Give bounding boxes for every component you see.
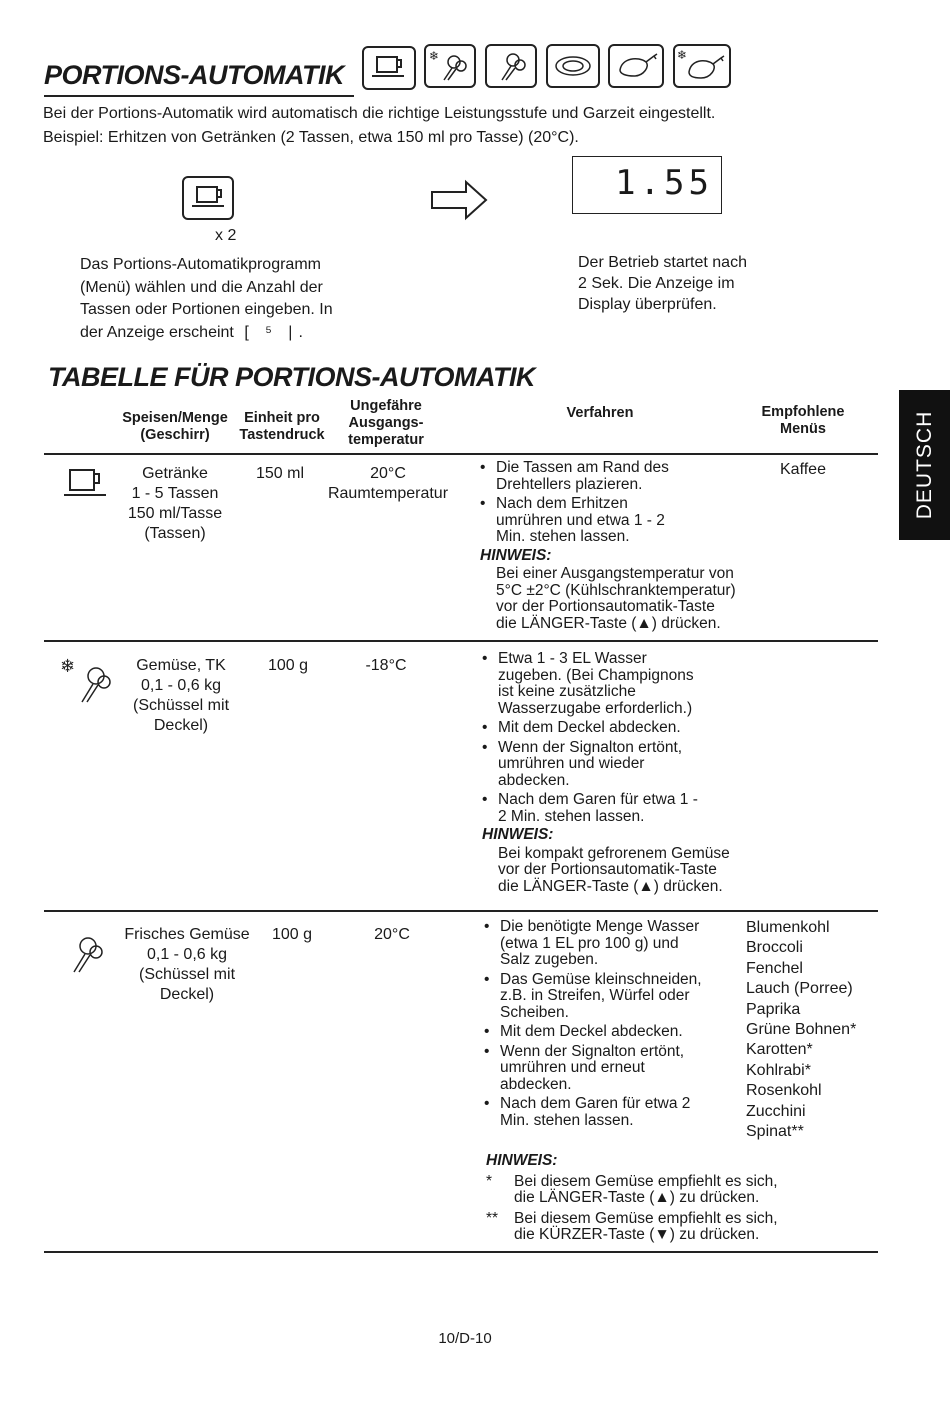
header-menus [748,404,858,438]
row-food-line: 150 ml/Tasse [127,505,223,522]
table-title: TABELLE FÜR PORTIONS-AUTOMATIK [48,362,535,392]
menu-item: Zucchini [746,1102,806,1120]
example-right-line: 2 Sek. Die Anzeige im [578,275,735,292]
note-text [482,846,802,896]
frozen-vegetable-icon [424,44,476,88]
step-line: • Etwa 1 - 3 EL Wasser [498,650,647,667]
step-line: zugeben. (Bei Champignons [498,666,694,684]
step-line: • Mit dem Deckel abdecken. [498,719,681,736]
row-food [110,464,240,544]
menu-item: Lauch (Porree) [746,980,853,998]
display-indicator: [ ⁵ |. [233,323,309,341]
example-left-line: der Anzeige erscheint [ ⁵ |. [80,323,309,341]
row-rule [44,640,878,642]
step-line: Min. stehen lassen. [500,1111,634,1129]
meat-icon [608,44,664,88]
step-line: (etwa 1 EL pro 100 g) und [500,934,679,952]
cup-button-icon [182,176,234,220]
row-food-line: 0,1 - 0,6 kg [146,946,228,963]
note-line: vor der Portionsautomatik-Taste [498,861,717,878]
display-panel [572,156,722,214]
step-line: • Die benötigte Menge Wasser [500,918,700,935]
row-food-line: (Tassen) [144,525,206,542]
step-line: abdecken. [500,1075,572,1093]
menu-item: Blumenkohl [746,919,830,936]
row-food-line: Gemüse, TK [136,657,226,674]
step-line: • Nach dem Garen für etwa 1 - [498,791,698,808]
step-line: Scheiben. [500,1003,569,1021]
header-menus-line: Menüs [780,421,826,437]
display-value: 1.55 [615,163,713,203]
row-food-line: Getränke [142,465,208,482]
row-note [486,1153,846,1244]
step-line: umrühren und wieder [498,755,645,772]
header-temp-line: Ungefähre [350,398,422,414]
menu-item: Paprika [746,1000,801,1018]
note-mark: * [486,1172,493,1190]
note-line: die KÜRZER-Taste (▼) zu drücken. [514,1226,760,1243]
note-line: die LÄNGER-Taste (▲) zu drücken. [514,1189,760,1206]
method-step [484,1044,746,1094]
row-temp: 20°C [374,926,410,943]
frozen-meat-icon [673,44,731,88]
row-menus [746,918,856,1142]
vegetable-icon [58,930,114,985]
method-step [480,496,780,546]
method-step [484,972,746,1022]
page-number: 10/D-10 [438,1330,492,1347]
row-method [482,651,802,895]
row-unit: 150 ml [255,465,305,482]
title-underline [44,95,354,97]
note-line: die LÄNGER-Taste (▲) drücken. [498,877,723,895]
method-step [482,792,802,825]
header-temp-line: Ausgangs- [348,415,424,431]
language-tab-label: DEUTSCH [912,410,936,520]
row-method [480,460,780,632]
note-line: vor der Portionsautomatik-Taste [496,598,715,615]
row-temp-line: Raumtemperatur [327,485,449,502]
row-unit: 100 g [267,657,309,674]
menu-item: Broccoli [746,939,803,957]
menu-item: Karotten* [746,1041,813,1059]
row-food [118,656,244,736]
intro-line-2: Beispiel: Erhitzen von Getränken (2 Tassen, etwa 150 ml pro Tasse) (20°C). [43,129,579,146]
step-line: Min. stehen lassen. [496,528,630,545]
note-line: Bei diesem Gemüse empfiehlt es sich, [514,1209,778,1227]
example-left-line: (Menü) wählen und die Anzahl der [80,278,323,296]
menu-item: Fenchel [746,959,803,977]
note-line: 5°C ±2°C (Kühlschranktemperatur) [496,581,736,599]
example-left-text [80,254,333,344]
cup-icon [362,46,416,90]
header-food [116,410,234,444]
note-line: Bei einer Ausgangstemperatur von [496,565,734,582]
method-step [482,740,802,790]
header-food-line: Speisen/Menge [122,410,228,426]
menu-item: Rosenkohl [746,1082,822,1100]
menu-item: Kohlrabi* [746,1061,811,1079]
header-temp [336,398,436,449]
example-right-line: Display überprüfen. [578,296,717,313]
cup-icon [62,466,110,511]
method-step [484,1024,746,1041]
row-method [484,919,746,1129]
step-line: • Mit dem Deckel abdecken. [500,1023,683,1040]
header-menus-line: Empfohlene [761,404,845,420]
note-mark: ** [486,1209,499,1227]
language-tab [899,390,950,540]
row-food [118,925,256,1005]
row-food-line: 0,1 - 0,6 kg [140,677,222,694]
step-line: • Die Tassen am Rand des [496,459,669,476]
svg-text:❄: ❄ [429,49,440,63]
row-food-line: (Schüssel mit [138,966,236,983]
note-title: HINWEIS: [486,1152,558,1169]
header-rule [44,453,878,455]
row-food-line: Frisches Gemüse [124,926,250,943]
note-line: Bei kompakt gefrorenem Gemüse [498,844,730,862]
frozen-vegetable-icon [58,654,118,715]
method-step [480,460,780,493]
example-left-line: Tassen oder Portionen eingeben. In [80,301,333,318]
step-line: Drehtellers plazieren. [496,475,643,493]
method-step [482,720,802,737]
example-left-line: Das Portions-Automatikprogramm [80,256,321,273]
row-menus [780,460,826,480]
header-unit-line: Einheit pro [244,410,320,426]
intro-line-1: Bei der Portions-Automatik wird automatisch die richtige Leistungsstufe und Garzeit eingestellt. [43,105,716,122]
page-title: PORTIONS-AUTOMATIK [44,60,344,90]
note-line: Bei diesem Gemüse empfiehlt es sich, [514,1172,778,1190]
row-food-line: 1 - 5 Tassen [131,485,219,502]
method-step [484,1096,746,1129]
example-right-line: Der Betrieb startet nach [578,254,747,271]
header-unit-line: Tastendruck [239,427,325,443]
step-line: • Das Gemüse kleinschneiden, [500,970,702,988]
vegetable-icon [485,44,537,88]
method-step [484,919,746,969]
step-line: ist keine zusätzliche [498,683,636,700]
menu-item: Kaffee [780,461,826,478]
method-step [482,651,802,717]
step-line: z.B. in Streifen, Würfel oder [500,987,690,1004]
step-line: • Wenn der Signalton ertönt, [500,1042,685,1060]
table-bottom-rule [44,1251,878,1253]
svg-text:❄: ❄ [677,48,688,62]
row-food-line: Deckel) [153,717,209,734]
menu-item: Spinat** [746,1123,804,1141]
step-line: • Nach dem Erhitzen [496,495,628,512]
note-text [480,566,780,632]
row-food-line: Deckel) [159,986,215,1003]
header-food-line: (Geschirr) [140,427,210,443]
row-food-line: (Schüssel mit [132,697,230,714]
step-line: umrühren und etwa 1 - 2 [496,511,665,529]
step-line: umrühren und erneut [500,1059,645,1076]
step-line: abdecken. [498,771,570,789]
row-rule [44,910,878,912]
step-line: 2 Min. stehen lassen. [498,807,645,825]
multiplier: x 2 [215,227,237,244]
note-title: HINWEIS: [480,546,552,564]
step-line: • Nach dem Garen für etwa 2 [500,1095,691,1112]
row-temp-line: 20°C [370,465,406,482]
header-unit [234,410,330,444]
example-right-text [578,252,747,315]
menu-item: Grüne Bohnen* [746,1021,857,1039]
plate-icon [546,44,600,88]
step-line: Salz zugeben. [500,951,599,968]
row-unit: 100 g [271,926,313,943]
row-temp: -18°C [365,657,407,674]
row-temp [318,464,458,504]
note-item [486,1174,846,1207]
header-method: Verfahren [566,405,634,421]
svg-text:❄: ❄ [60,656,76,677]
note-line: die LÄNGER-Taste (▲) drücken. [496,614,721,632]
arrow-right-icon [430,178,490,222]
note-item [486,1211,846,1244]
header-temp-line: temperatur [348,432,424,448]
step-line: Wasserzugabe erforderlich.) [498,699,693,717]
note-title: HINWEIS: [482,826,554,843]
step-line: • Wenn der Signalton ertönt, [498,738,683,756]
